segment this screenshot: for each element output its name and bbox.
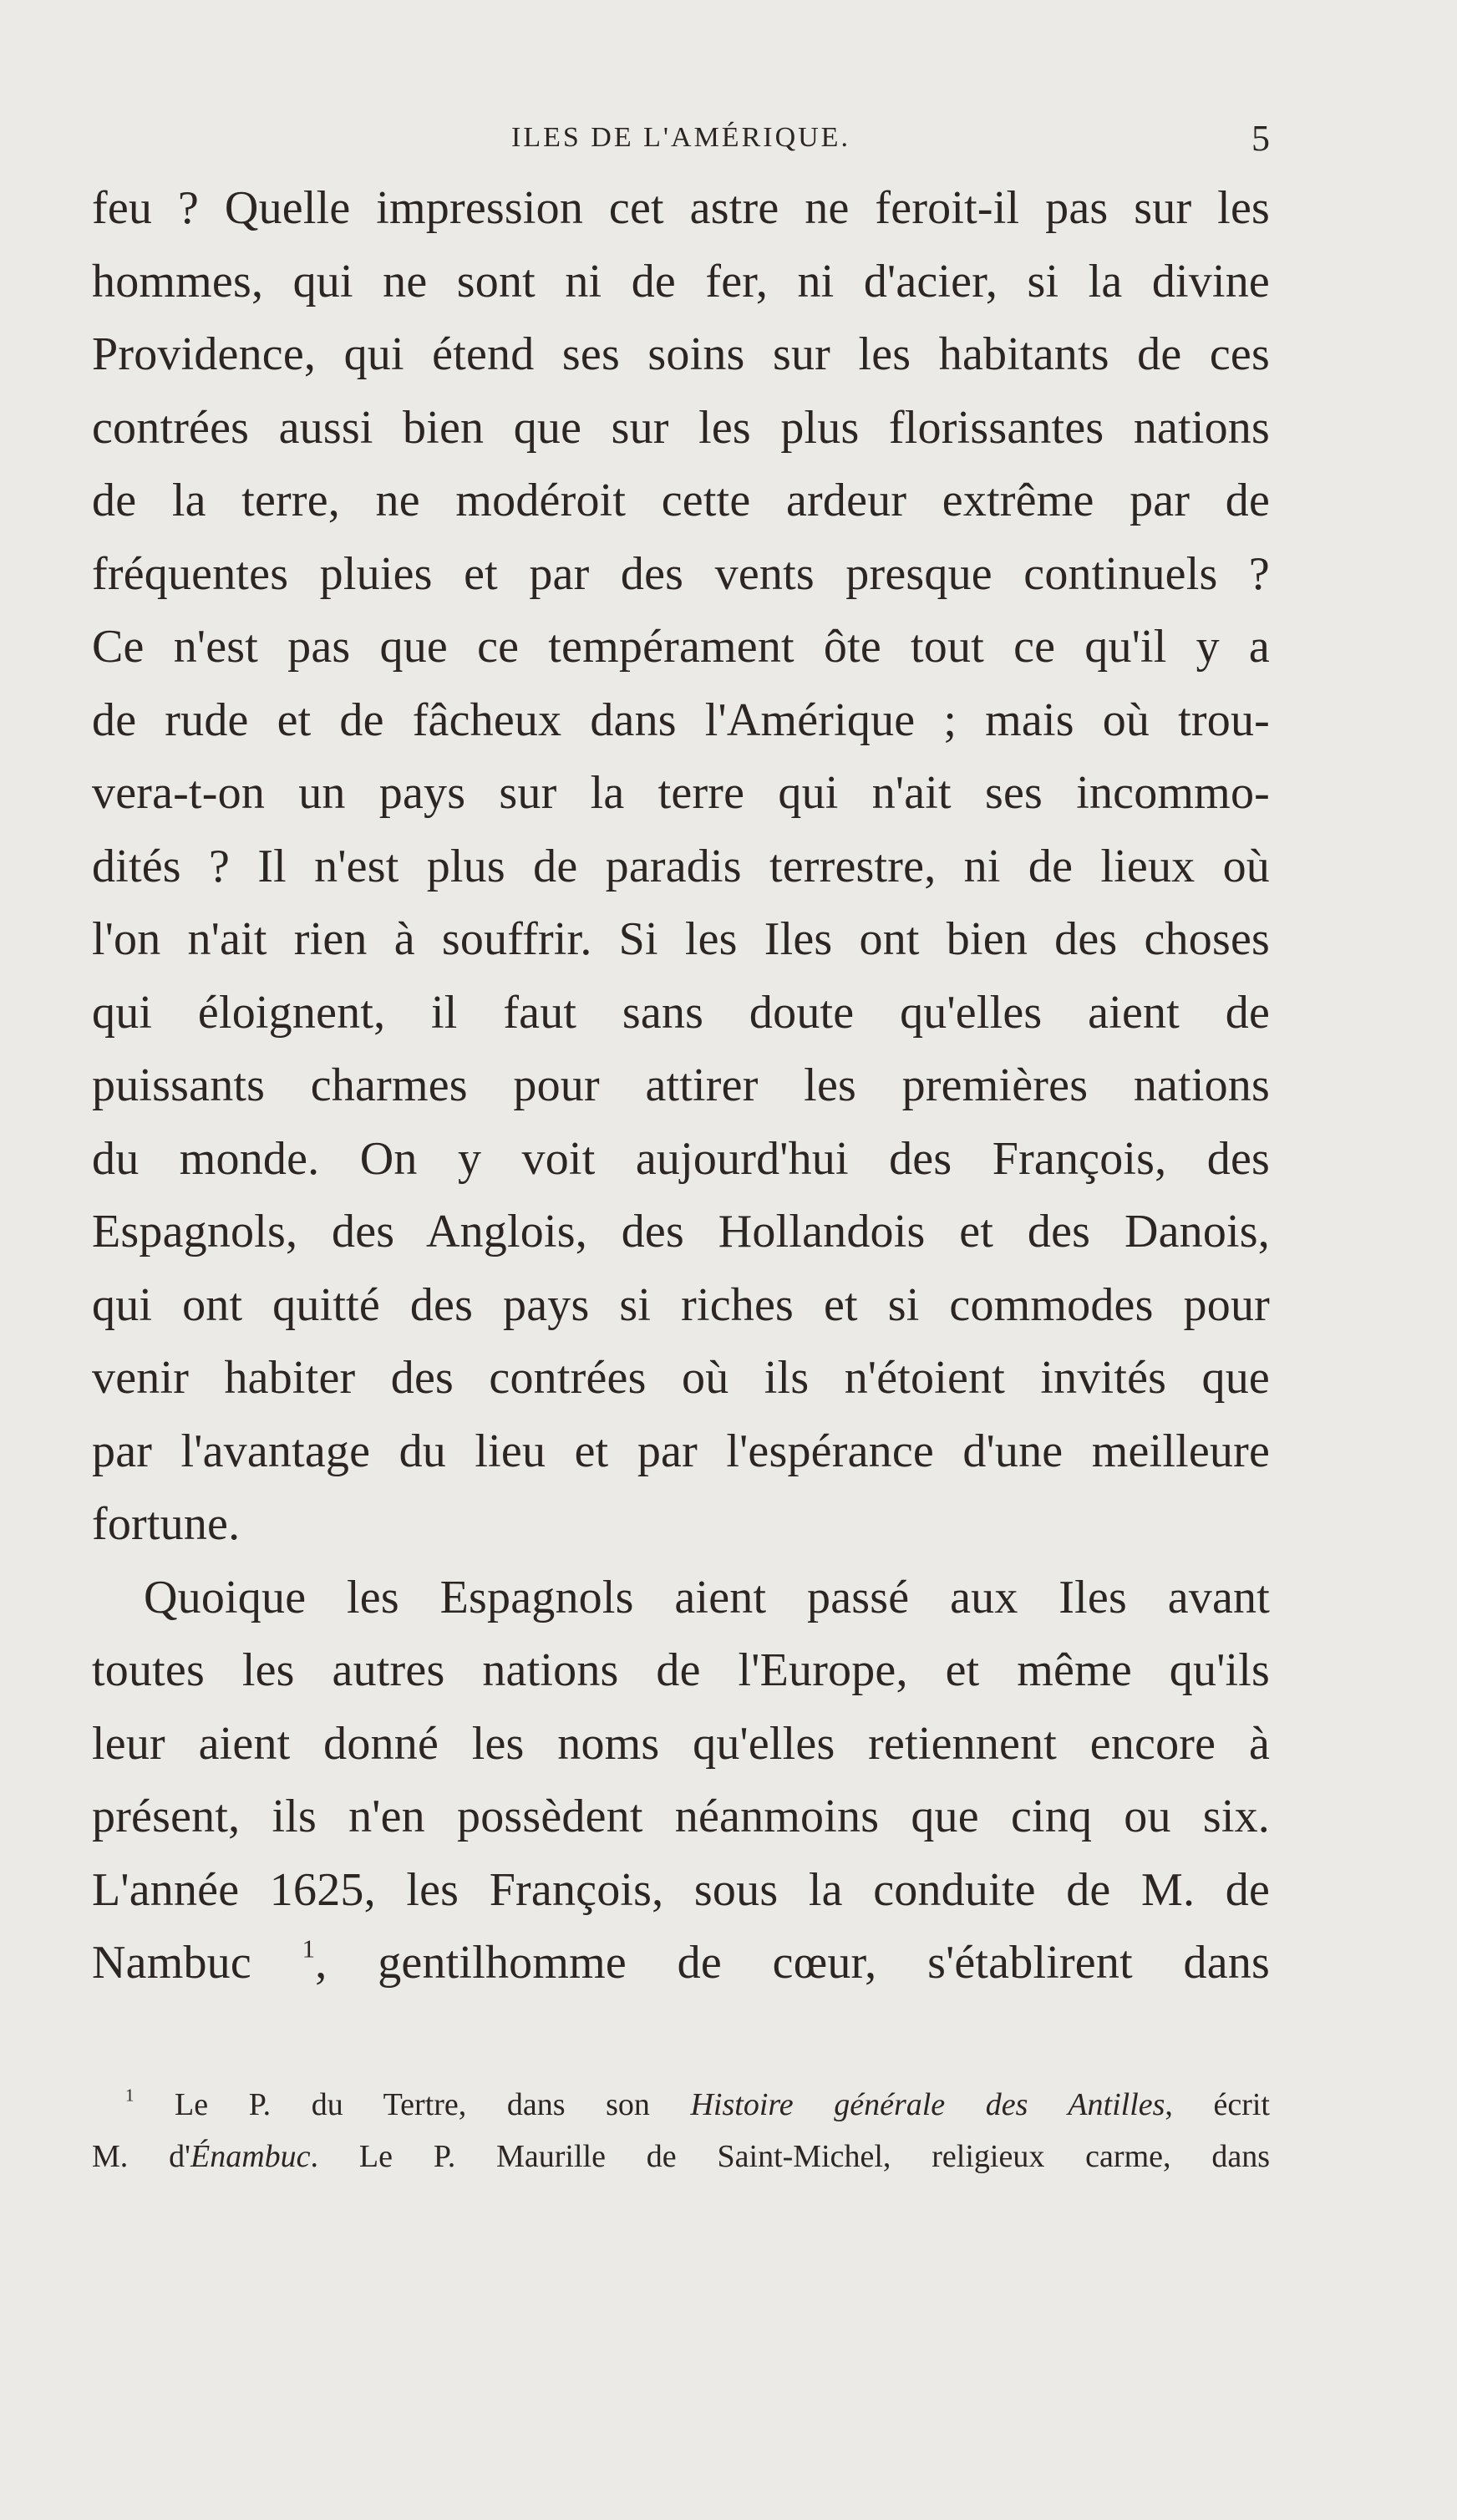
text-line: dités ? Il n'est plus de paradis terrestre, ni de lieux où xyxy=(92,840,1270,892)
text-line: L'année 1625, les François, sous la conduite de M. de xyxy=(92,1863,1270,1916)
text-line: l'on n'ait rien à souffrir. Si les Iles ont bien des choses xyxy=(92,913,1270,965)
text-line: vera-t-on un pays sur la terre qui n'ait ses incommo- xyxy=(92,767,1270,819)
footnote-name: Énambuc xyxy=(190,2139,311,2174)
text-line: fréquentes pluies et par des vents presque continuels ? xyxy=(92,547,1270,600)
text-line: feu ? Quelle impression cet astre ne feroit-il pas sur les xyxy=(92,182,1270,234)
footnote-line xyxy=(92,2079,1270,2131)
text-line: par l'avantage du lieu et par l'espérance d'une meilleure xyxy=(92,1425,1270,1477)
text-line: toutes les autres nations de l'Europe, et même qu'ils xyxy=(92,1644,1270,1696)
running-head xyxy=(92,117,1270,167)
footnote-text: . Le P. Maurille de Saint-Michel, religieux carme, dans xyxy=(310,2139,1270,2174)
text-line: fortune. xyxy=(92,1498,241,1550)
text-line: Quoique les Espagnols aient passé aux Iles avant xyxy=(144,1571,1270,1623)
footnote-line xyxy=(92,2131,1270,2182)
footnote-text: Le P. du Tertre, dans son xyxy=(175,2087,691,2122)
footnote-text: M. d' xyxy=(92,2139,190,2174)
page-number: 5 xyxy=(1251,118,1270,159)
footnote-title: Histoire générale des Antilles xyxy=(690,2087,1165,2122)
text-line: venir habiter des contrées où ils n'étoient invités que xyxy=(92,1352,1270,1404)
footnote-marker: 1 xyxy=(125,2085,135,2106)
text-line: de rude et de fâcheux dans l'Amérique ; mais où trou- xyxy=(92,694,1270,746)
text-line: Ce n'est pas que ce tempérament ôte tout ce qu'il y a xyxy=(92,621,1270,673)
text-line: qui éloignent, il faut sans doute qu'elles aient de xyxy=(92,986,1270,1039)
text-line: présent, ils n'en possèdent néanmoins que cinq ou six. xyxy=(92,1791,1270,1842)
text-segment: , gentilhomme de cœur, s'établirent dans xyxy=(315,1937,1271,1989)
text-segment: Nambuc xyxy=(92,1937,251,1989)
footnote-reference: 1 xyxy=(302,1934,316,1964)
text-line: puissants charmes pour attirer les premières nations xyxy=(92,1059,1270,1111)
running-title: ILES DE L'AMÉRIQUE. xyxy=(511,122,850,153)
text-line: Espagnols, des Anglois, des Hollandois et des Danois, xyxy=(92,1206,1270,1257)
text-line-with-footnote-ref xyxy=(92,1927,1270,2000)
text-line: du monde. On y voit aujourd'hui des François, des xyxy=(92,1132,1270,1185)
text-line: qui ont quitté des pays si riches et si commodes pour xyxy=(92,1278,1270,1331)
text-line: contrées aussi bien que sur les plus florissantes nations xyxy=(92,401,1270,454)
text-line: de la terre, ne modéroit cette ardeur extrême par de xyxy=(92,475,1270,526)
footnote xyxy=(92,2079,1270,2182)
text-line: hommes, qui ne sont ni de fer, ni d'acier, si la divine xyxy=(92,255,1270,307)
text-line: leur aient donné les noms qu'elles retiennent encore à xyxy=(92,1717,1270,1770)
text-line: Providence, qui étend ses soins sur les habitants de ces xyxy=(92,328,1270,380)
footnote-text: , écrit xyxy=(1165,2087,1270,2122)
body-text xyxy=(92,172,1270,2000)
